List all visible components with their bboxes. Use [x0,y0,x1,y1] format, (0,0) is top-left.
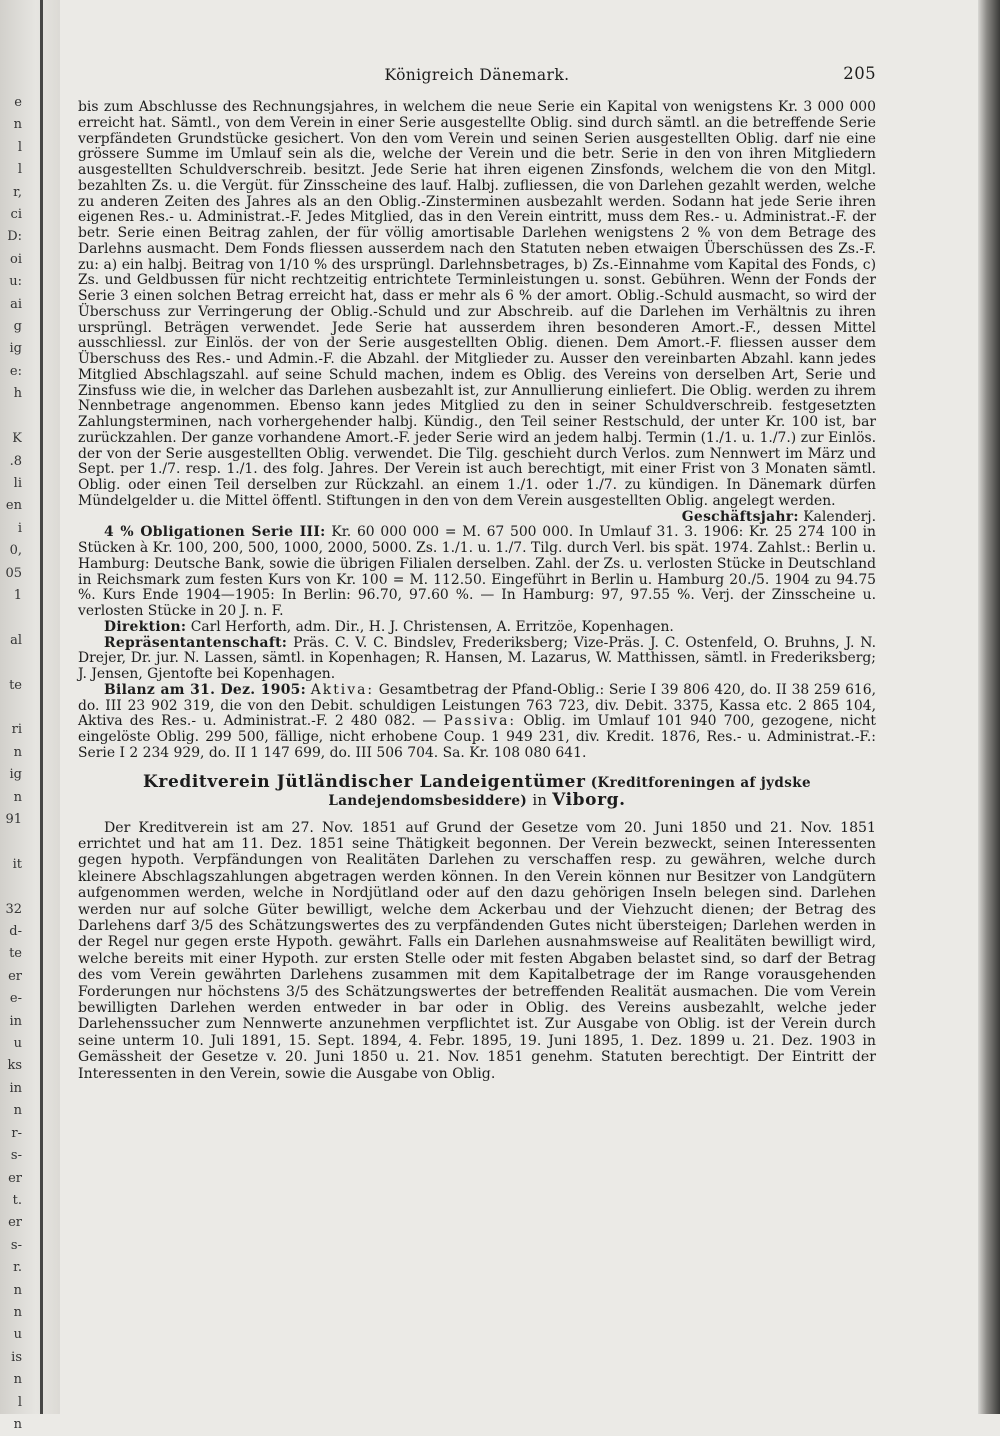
gutter-fold-line [40,0,43,1414]
section-heading [78,771,876,810]
repraesentanten-label: Repräsentantenschaft: [104,634,288,651]
continuation-paragraph: bis zum Abschlusse des Rechnungsjahres, in welchem die neue Serie ein Kapital von wenigstens Kr. 3 000 000 erreicht hat. Sämtl., von dem Verein in einer Serie ausgestellte Oblig. sind durch sämtl. an die betreffende Serie verpfändeten Grundstücke gesichert. Von den vom Verein und seinen Serien ausgestellten Oblig. darf nie eine grössere Summe im Umlauf sein als die, welche der Verein und die betr. Serie in den von ihren Mitgliedern ausgestellten Schuldverschreib. besitzt. Jede Serie hat ihren eigenen Zinsfonds, welchem die von den Mitgl. bezahlten Zs. u. die Vergüt. für Zinsscheine des lauf. Halbj. zufliessen, die von Darlehen gezahlt werden, welche zu anderen Zeiten des Jahres als an den Oblig.-Zinsterminen ausbezahlt werden. Sodann hat jede Serie ihren eigenen Res.- u. Administrat.-F. Jedes Mitglied, das in den Verein eintritt, muss dem Res.- u. Administrat.-F. der betr. Serie einen Beitrag zahlen, der für völlig amortisable Darlehen wenigstens 2 % von dem Betrage des Darlehns ausmacht. Dem Fonds fliessen ausserdem nach den Statuten neben etwaigen Überschüssen des Zs.-F. zu: a) ein halbj. Beitrag von 1/10 % des ursprüngl. Darlehnsbetrages, b) Zs.-Einnahme vom Kapital des Fonds, c) Zs. und Geldbussen für nicht rechtzeitig entrichtete Terminleistungen u. sonst. Gebühren. Wenn der Fonds der Serie 3 einen solchen Betrag erreicht hat, dass er mehr als 6 % der amort. Oblig.-Schuld ausmacht, so wird der Überschuss zur Verringerung der Oblig.-Schuld und zur Abschreib. auf die Darlehen im Verhältnis zu ihren ursprüngl. Beträgen verwendet. Jede Serie hat ausserdem ihren besonderen Amort.-F., dessen Mittel ausschliessl. zur Einlös. der von der Serie ausgestellten Oblig. dienen. Dem Amort.-F. fliessen ausser dem Überschuss des Res.- und Admin.-F. die Abzahl. der Mitglieder zu. Ausser den vereinbarten Abzahl. kann jedes Mitglied Abschlagszahl. auf seine Schuld machen, indem es Oblig. des Vereins von derselben Art, Serie und Zinsfuss wie die, in welcher das Darlehen ausbezahlt ist, zur Annullierung einliefert. Die Oblig. werden zu ihrem Nennbetrage angenommen. Ebenso kann jedes Mitglied zu den in seiner Schuldverschreib. festgesetzten Zahlungsterminen, nach vorhergehender halbj. Kündig., den Teil seiner Restschuld, der unter Kr. 100 ist, bar zurückzahlen. Der ganze vorhandene Amort.-F. jeder Serie wird an jedem halbj. Termin (1./1. u. 1./7.) zur Einlös. der von der Serie ausgestellten Oblig. verwendet. Die Tilg. geschieht durch Verlos. zum Nennwert im März und Sept. per 1./7. resp. 1./1. des folg. Jahres. Der Verein ist auch berechtigt, mit einer Frist von 3 Monaten sämtl. Oblig. oder einen Teil derselben zur Rückzahl. an einem 1./1. oder 1./7. zu kündigen. In Dänemark dürfen Mündelgelder u. die Mittel öffentl. Stiftungen in den von dem Verein ausgestellten Oblig. angelegt werden. [78,99,876,509]
book-gutter [0,0,60,1432]
aktiva-label: Aktiva: [310,681,375,698]
aktiva-text: Gesamtbetrag der Pfand-Oblig.: Serie I 39 806 420, do. II 38 259 616, do. III 23 902 319, die von den Debit. schuldigen Leistungen 763 723, div. Debit. 3375, Kassa etc. 2 865 104, Aktiva des Res.- u. Administrat.-F. 2 480 082. — [78,681,877,730]
page-header [78,66,876,90]
repraesentanten-text: Präs. C. V. C. Bindslev, Frederiksberg; Vize-Präs. J. C. Ostenfeld, O. Bruhns, J. N. Drejer, Dr. jur. N. Lassen, sämtl. in Kopenhagen; R. Hansen, M. Lazarus, W. Matthissen, sämtl. in Frederiksberg; J. Jensen, Gjentofte bei Kopenhagen. [78,634,876,682]
page-number: 205 [843,64,876,83]
passiva-text: Oblig. im Umlauf 101 940 700, gezogene, nicht eingelöste Oblig. 299 500, fällige, nicht erhobene Coup. 1 949 231, div. Kredit. 1876, Res.- u. Administrat.-F.: Serie I 2 234 929, do. II 1 147 699, do. III 506 704. Sa. Kr. 108 080 641. [78,713,876,761]
gutter-text-fragments: e n l l r, ci D: oi u: ai g ig e: h K .8 li en i 0, 05 1 al te ri n ig n 91 it 32 d- te er e- in u ks in n r- s- er t. er s- r. n n u is n l n [5,95,22,1432]
heading-title-place: Viborg. [552,789,626,810]
repraesentanten-paragraph [78,636,876,683]
direktion-label: Direktion: [104,618,187,635]
heading-title-in: in [532,790,547,809]
bilanz-paragraph [78,683,876,762]
obligationen-text: Kr. 60 000 000 = M. 67 500 000. In Umlauf 31. 3. 1906: Kr. 25 274 100 in Stücken à Kr. 100, 200, 500, 1000, 2000, 5000. Zs. 1./1. u. 1./7. Tilg. durch Verl. bis spät. 1974. Zahlst.: Berlin u. Hamburg: Deutsche Bank, sowie die übrigen Filialen derselben. Zahl. der Zs. u. verlosten Stücke in Deutschland in Reichsmark zum festen Kurs von Kr. 100 = M. 112.50. Eingeführt in Berlin u. Hamburg 20./5. 1904 zu 94.75 %. Kurs Ende 1904—1905: In Berlin: 96.70, 97.60 %. — In Hamburg: 97, 97.55 %. Verj. der Zinsscheine u. verlosten Stücke in 20 J. n. F. [78,524,876,619]
heading-title-main: Kreditverein Jütländischer Landeigentümer [143,771,586,792]
geschaeftsjahr-value: Kalenderj. [803,508,876,525]
geschaeftsjahr-line [78,510,876,526]
page-body [78,100,876,1082]
passiva-label: Passiva: [443,713,517,730]
page-right-edge [978,0,1000,1414]
direktion-text: Carl Herforth, adm. Dir., H. J. Christensen, A. Erritzöe, Kopenhagen. [190,618,674,635]
direktion-paragraph [78,620,876,636]
obligationen-label: 4 % Obligationen Serie III: [104,524,326,541]
geschaeftsjahr-label: Geschäftsjahr: [681,508,799,525]
bilanz-label: Bilanz am 31. Dez. 1905: [104,681,307,698]
obligationen-paragraph [78,525,876,620]
kreditverein-paragraph: Der Kreditverein ist am 27. Nov. 1851 auf Grund der Gesetze vom 20. Juni 1850 und 21. Nov. 1851 errichtet und hat am 11. Dez. 1851 seine Thätigkeit begonnen. Der Verein bezweckt, seinen Interessenten gegen hypoth. Verpfändungen von Realitäten Darlehen zu verschaffen resp. zu gewähren, welche durch kleinere Abschlagszahlungen abgetragen werden können. In den Verein können nur Besitzer von Landgütern aufgenommen werden, welche in Nordjütland oder auf den dazu gehörigen Inseln belegen sind. Darlehen werden nur auf solche Güter bewilligt, welche dem Ackerbau und der Viehzucht dienen; der Betrag des Darlehens darf 3/5 des Schätzungswertes des zu verpfändenden Gutes nicht übersteigen; Darlehen werden in der Regel nur gegen erste Hypoth. gewährt. Falls ein Darlehen ausnahmsweise auf Realitäten bewilligt wird, welche bereits mit einer Hypoth. zur ersten Stelle oder mit festen Abgaben belastet sind, so darf der Betrag des vom Verein gewährten Darlehens zusammen mit dem Kapitalbetrage der im Range vorausgehenden Forderungen nur höchstens 3/5 des Schätzungswertes der betreffenden Realität ausmachen. Die vom Verein bewilligten Darlehen werden entweder in bar oder in Oblig. des Vereins ausbezahlt, welche jeder Darlehenssucher zum Nennwerte anzunehmen verpflichtet ist. Zur Ausgabe von Oblig. ist der Verein durch seine unterm 10. Juli 1891, 15. Sept. 1894, 4. Febr. 1895, 19. Juni 1895, 1. Dez. 1899 u. 21. Dez. 1903 in Gemässheit der Gesetze v. 20. Juni 1850 u. 21. Nov. 1851 genehm. Statuten berechtigt. Der Eintritt der Interessenten in den Verein, sowie die Ausgabe von Oblig. [78,819,876,1082]
running-head: Königreich Dänemark. [384,66,570,84]
heading-title-sub: (Kreditforeningen af jydske Landejendomsbesiddere) [328,774,811,809]
